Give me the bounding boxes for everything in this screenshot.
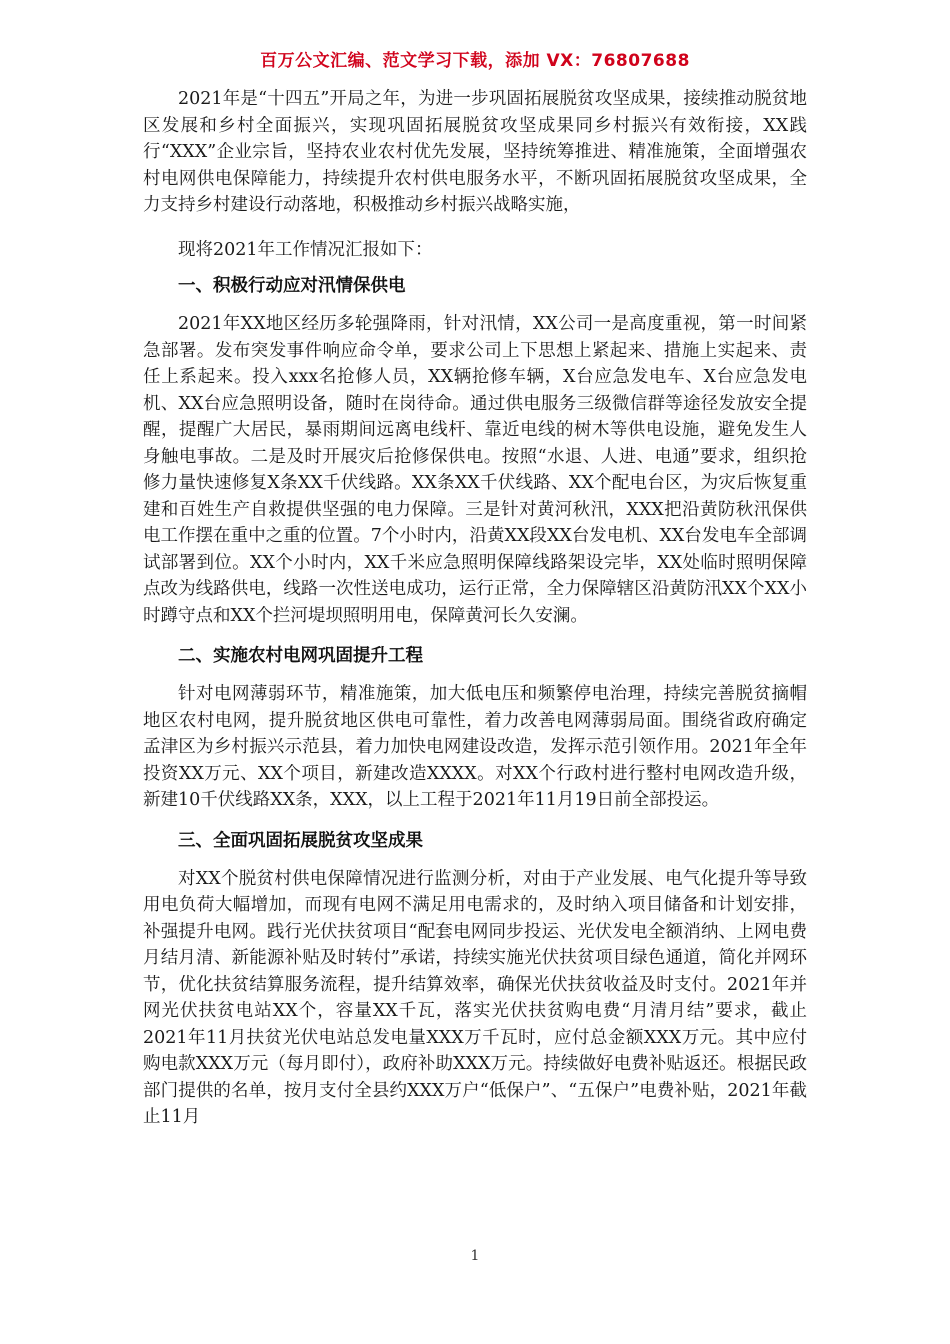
section-body-2: 针对电网薄弱环节，精准施策，加大低电压和频繁停电治理，持续完善脱贫摘帽地区农村电网，提升脱贫地区供电可靠性，着力改善电网薄弱局面。围绕省政府确定孟津区为乡村振兴示范县，着力加快电网建设改造，发挥示范引领作用。2021年全年投资XX万元、XX个项目，新建改造XXXX。对XX个行政村进行整村电网改造升级，新建10千伏线路XX条，XXX，以上工程于2021年11月19日前全部投运。 <box>143 684 807 810</box>
section-heading-2: 二、实施农村电网巩固提升工程 <box>178 646 423 666</box>
document-body <box>143 86 807 1131</box>
section-heading-3: 三、全面巩固拓展脱贫攻坚成果 <box>178 830 423 851</box>
page-number: 1 <box>470 1248 480 1264</box>
section-body-1: 2021年XX地区经历多轮强降雨，针对汛情，XX公司一是高度重视，第一时间紧急部署。发布突发事件响应命令单，要求公司上下思想上紧起来、措施上实起来、责任上系起来。投入xxx名抢修人员，XX辆抢修车辆，X台应急发电车、X台应急发电机、XX台应急照明设备，随时在岗待命。通过供电服务三级微信群等途径发放安全提醒，提醒广大居民，暴雨期间远离电线杆、靠近电线的树木等供电设施，避免发生人身触电事故。二是及时开展灾后抢修保供电。按照“水退、人进、电通”要求，组织抢修力量快速修复X条XX千伏线路。XX条XX千伏线路、XX个配电台区，为灾后恢复重建和百姓生产自救提供坚强的电力保障。三是针对黄河秋汛，XXX把沿黄防秋汛保供电工作摆在重中之重的位置。7个小时内，沿黄XX段XX台发电机、XX台发电车全部调试部署到位。XX个小时内，XX千米应急照明保障线路架设完毕，XX处临时照明保障点改为线路供电，线路一次性送电成功，运行正常，全力保障辖区沿黄防汛XX个XX小时蹲守点和XX个拦河堤坝照明用电，保障黄河长久安澜。 <box>143 314 807 626</box>
report-intro-line: 现将2021年工作情况汇报如下： <box>178 239 433 260</box>
section-body-3: 对XX个脱贫村供电保障情况进行监测分析，对由于产业发展、电气化提升等导致用电负荷大幅增加，而现有电网不满足用电需求的，及时纳入项目储备和计划安排，补强提升电网。践行光伏扶贫项目“配套电网同步投运、光伏发电全额消纳、上网电费月结月清、新能源补贴及时转付”承诺，持续实施光伏扶贫项目绿色通道，简化并网环节，优化扶贫结算服务流程，提升结算效率，确保光伏扶贫收益及时支付。2021年并网光伏扶贫电站XX个，容量XX千瓦，落实光伏扶贫购电费“月清月结”要求，截止2021年11月扶贫光伏电站总发电量XXX万千瓦时，应付总金额XXX万元。其中应付购电款XXX万元（每月即付），政府补助XXX万元。持续做好电费补贴返还。根据民政部门提供的名单，按月支付全县约XXX万户“低保户”、“五保户”电费补贴，2021年截止11月 <box>143 868 807 1127</box>
header-banner: 百万公文汇编、范文学习下载，添加 VX：76807688 <box>260 51 690 71</box>
intro-paragraph: 2021年是“十四五”开局之年，为进一步巩固拓展脱贫攻坚成果，接续推动脱贫地区发展和乡村全面振兴，实现巩固拓展脱贫攻坚成果同乡村振兴有效衔接，XX践行“XXX”企业宗旨，坚持农业农村优先发展，坚持统筹推进、精准施策，全面增强农村电网供电保障能力，持续提升农村供电服务水平，不断巩固拓展脱贫攻坚成果，全力支持乡村建设行动落地，积极推动乡村振兴战略实施， <box>143 89 807 215</box>
section-heading-1: 一、积极行动应对汛情保供电 <box>178 276 406 296</box>
